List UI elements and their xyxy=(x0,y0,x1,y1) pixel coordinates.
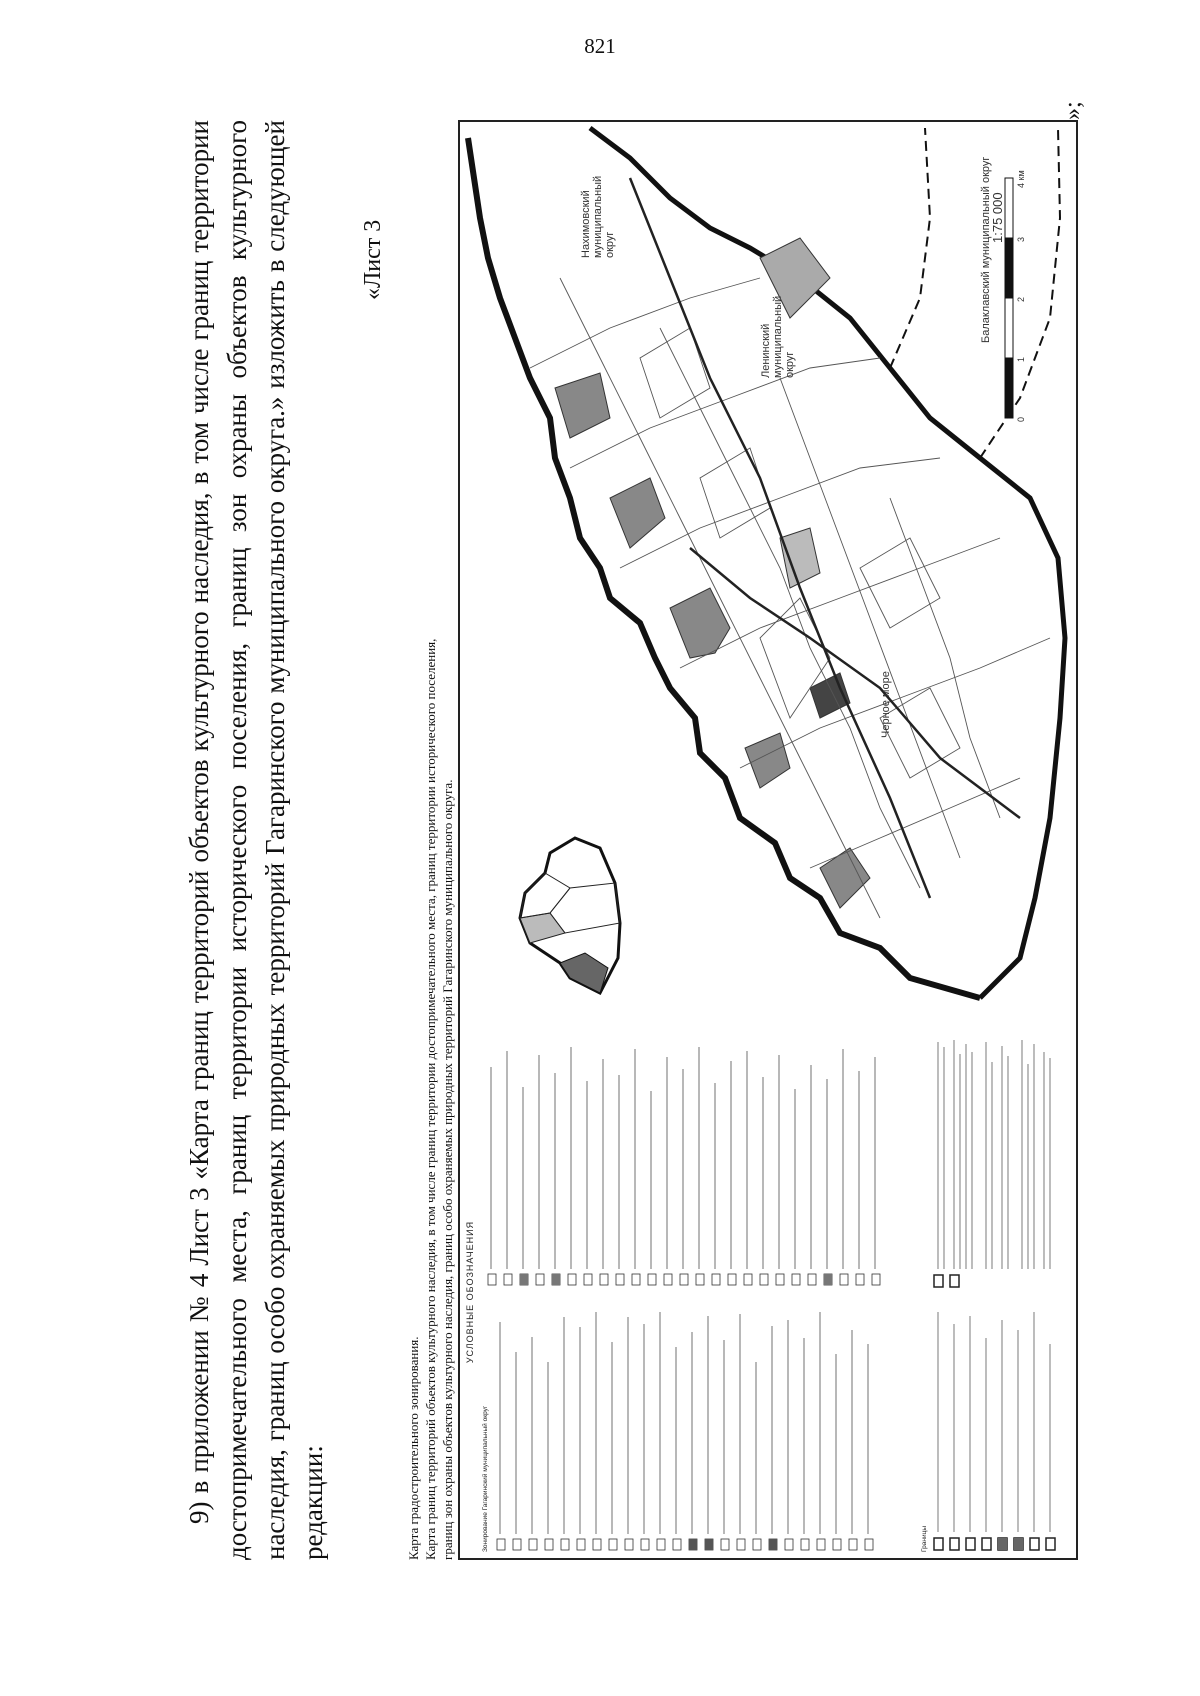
sheet-label: «Лист 3 xyxy=(360,219,386,300)
map-legend xyxy=(466,1032,1070,1552)
scale-tick-1: 1 xyxy=(1016,356,1026,362)
scale-unit: 4 км xyxy=(1016,170,1026,188)
leninsky-label: Ленинский муниципальный округ xyxy=(760,295,796,378)
legend-boundary-entries xyxy=(930,1032,1070,1552)
amendment-paragraph: 9) в приложении № 4 Лист 3 «Карта границ территорий объектов культурного наследия, в том числе границ территории достопримечательного места, границ территории исторического поселения, границ зон охраны объектов культурного наследия, границ особо охраняемых природных территорий Гагаринского муниципального округа.» изложить в следующей редакции: xyxy=(184,120,328,1560)
page-number: 821 xyxy=(584,34,616,58)
legend-entries-right xyxy=(482,1037,912,1287)
rotated-page-content xyxy=(30,40,1170,1600)
legend-entries-left xyxy=(491,1302,911,1552)
scale-ratio: 1:75 000 xyxy=(990,192,1005,243)
sea-label: Черное море xyxy=(880,671,892,738)
legend-row xyxy=(921,1032,929,1552)
legend-title: УСЛОВНЫЕ ОБОЗНАЧЕНИЯ xyxy=(465,1220,475,1364)
body-text xyxy=(180,120,332,1560)
main-roads xyxy=(630,178,1020,898)
scale-tick-2: 2 xyxy=(1016,296,1026,302)
map-caption-line: Карта градостроительного зонирования. xyxy=(406,1336,421,1560)
balaklavsky-label: Балаклавский муниципальный округ xyxy=(980,156,992,343)
coastline xyxy=(468,138,980,998)
map-caption-line: границ зон охраны объектов культурного наследия, границ особо охраняемых природных территорий Гагаринского муниципального округа. xyxy=(440,779,455,1560)
nakhimovsky-label: Нахимовский муниципальный округ xyxy=(580,175,616,258)
legend-row xyxy=(482,1302,490,1552)
legend-heading: Зонирование Гагаринский муниципальный округ xyxy=(482,1405,489,1552)
legend-lower-heading: Границы xyxy=(921,1526,928,1552)
scale-bar xyxy=(1005,178,1013,418)
map-captions xyxy=(405,120,456,1560)
legend-column-left xyxy=(482,1302,914,1552)
zoning-map xyxy=(458,120,1078,1560)
closing-mark: »; xyxy=(1060,101,1086,120)
legend-column-right xyxy=(482,1037,915,1287)
municipal-boundary-dashed xyxy=(890,128,1060,458)
scale-tick-3: 3 xyxy=(1016,236,1026,242)
map-caption-line: Карта границ территорий объектов культурного наследия, в том числе границ территории достопримечательного места, границ территории исторического поселения, xyxy=(423,638,438,1560)
scale-tick-0: 0 xyxy=(1016,416,1026,422)
legend-boundaries xyxy=(921,1032,1073,1552)
